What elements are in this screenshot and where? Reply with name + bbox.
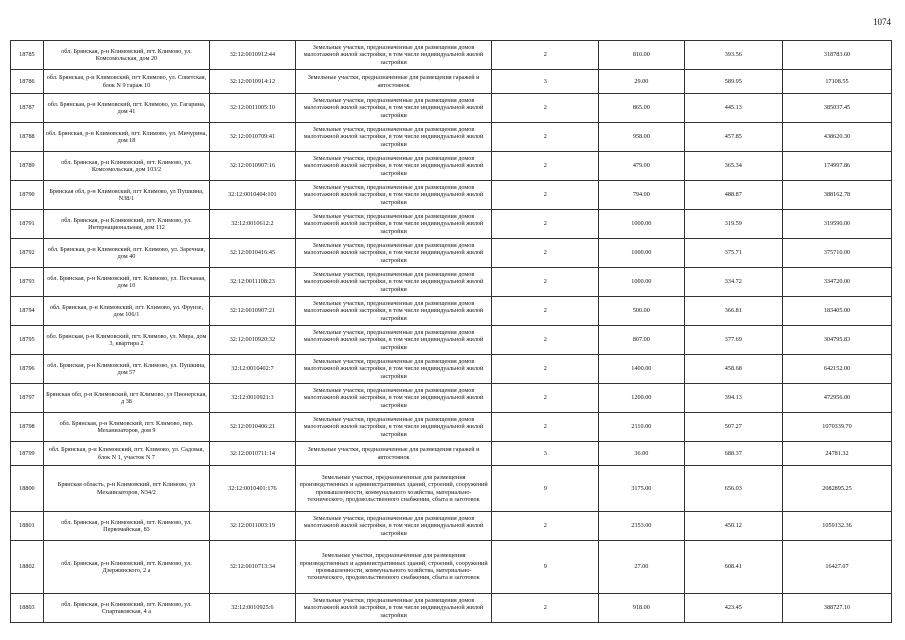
specific-value-cell: 450.12 bbox=[684, 512, 782, 541]
row-number: 18792 bbox=[11, 239, 44, 268]
address-cell: обл. Брянская, р-н Климовский, пгт Климово, ул. Советская, блок N 9 гараж 10 bbox=[43, 70, 209, 94]
specific-value-cell: 589.95 bbox=[684, 70, 782, 94]
cadastral-number-cell: 32:12:0010709:41 bbox=[210, 123, 296, 152]
group-cell: 2 bbox=[492, 413, 599, 442]
address-cell: обл. Брянская, р-н Климовский, пгт. Климово, ул. Садовая, блок N 1, участок N 7 bbox=[43, 442, 209, 466]
land-use-cell: Земельные участки, предназначенные для размещения домов малоэтажной жилой застройки, в том числе индивидуальной жилой застройки bbox=[295, 239, 492, 268]
cadastral-number-cell: 32:12:0010925:6 bbox=[210, 594, 296, 623]
area-cell: 810.00 bbox=[599, 41, 685, 70]
land-use-cell: Земельные участки, предназначенные для размещения домов малоэтажной жилой застройки, в том числе индивидуальной жилой застройки bbox=[295, 41, 492, 70]
row-number: 18802 bbox=[11, 541, 44, 594]
area-cell: 2353.00 bbox=[599, 512, 685, 541]
address-cell: обл. Брянская, р-н Климовский, пгт. Климово, пер. Механизаторов, дом 9 bbox=[43, 413, 209, 442]
group-cell: 9 bbox=[492, 466, 599, 512]
table-row bbox=[11, 512, 892, 541]
row-number: 18790 bbox=[11, 181, 44, 210]
table-row bbox=[11, 268, 892, 297]
area-cell: 479.00 bbox=[599, 152, 685, 181]
group-cell: 2 bbox=[492, 512, 599, 541]
cadastral-number-cell: 32:12:0010912:44 bbox=[210, 41, 296, 70]
row-number: 18797 bbox=[11, 384, 44, 413]
cadastral-value-cell: 1070339.70 bbox=[783, 413, 892, 442]
group-cell: 2 bbox=[492, 268, 599, 297]
group-cell: 2 bbox=[492, 210, 599, 239]
table-row bbox=[11, 181, 892, 210]
land-use-cell: Земельные участки, предназначенные для размещения домов малоэтажной жилой застройки, в том числе индивидуальной жилой застройки bbox=[295, 210, 492, 239]
land-use-cell: Земельные участки, предназначенные для размещения гаражей и автостоянок bbox=[295, 70, 492, 94]
land-use-cell: Земельные участки, предназначенные для размещения домов малоэтажной жилой застройки, в том числе индивидуальной жилой застройки bbox=[295, 123, 492, 152]
row-number: 18803 bbox=[11, 594, 44, 623]
address-cell: обл. Брянская, р-н Климовский, пгт. Климово, ул. Фрунзе, дом 106/1 bbox=[43, 297, 209, 326]
land-use-cell: Земельные участки, предназначенные для размещения домов малоэтажной жилой застройки, в том числе индивидуальной жилой застройки bbox=[295, 152, 492, 181]
table-row bbox=[11, 152, 892, 181]
land-use-cell: Земельные участки, предназначенные для размещения домов малоэтажной жилой застройки, в том числе индивидуальной жилой застройки bbox=[295, 326, 492, 355]
address-cell: обл. Брянская, р-н Климовский, пгт. Климово, ул. Мичурина, дом 18 bbox=[43, 123, 209, 152]
address-cell: обл. Брянская, р-н Климовский, пгт. Климово, ул. Дзержинского, 2 а bbox=[43, 541, 209, 594]
table-row bbox=[11, 355, 892, 384]
cadastral-number-cell: 32:12:0010711:14 bbox=[210, 442, 296, 466]
table-row bbox=[11, 541, 892, 594]
cadastral-number-cell: 32:12:0011005:10 bbox=[210, 94, 296, 123]
cadastral-number-cell: 32:12:0010914:12 bbox=[210, 70, 296, 94]
address-cell: обл. Брянская, р-н Климовский, пгт. Климово, ул. Первомайская, 83 bbox=[43, 512, 209, 541]
row-number: 18786 bbox=[11, 70, 44, 94]
row-number: 18794 bbox=[11, 297, 44, 326]
cadastral-value-cell: 388727.10 bbox=[783, 594, 892, 623]
specific-value-cell: 507.27 bbox=[684, 413, 782, 442]
cadastral-value-cell: 319590.00 bbox=[783, 210, 892, 239]
land-use-cell: Земельные участки, предназначенные для размещения домов малоэтажной жилой застройки, в том числе индивидуальной жилой застройки bbox=[295, 384, 492, 413]
cadastral-value-cell: 388162.78 bbox=[783, 181, 892, 210]
area-cell: 794.00 bbox=[599, 181, 685, 210]
cadastral-value-cell: 375710.00 bbox=[783, 239, 892, 268]
area-cell: 3175.00 bbox=[599, 466, 685, 512]
group-cell: 3 bbox=[492, 442, 599, 466]
specific-value-cell: 445.13 bbox=[684, 94, 782, 123]
area-cell: 2110.00 bbox=[599, 413, 685, 442]
row-number: 18799 bbox=[11, 442, 44, 466]
specific-value-cell: 656.03 bbox=[684, 466, 782, 512]
row-number: 18801 bbox=[11, 512, 44, 541]
specific-value-cell: 319.59 bbox=[684, 210, 782, 239]
table-row bbox=[11, 594, 892, 623]
specific-value-cell: 366.81 bbox=[684, 297, 782, 326]
table-row bbox=[11, 466, 892, 512]
land-use-cell: Земельные участки, предназначенные для размещения производственных и административных зданий, строений, сооружений промышленности, коммунального хозяйства, материально-технического, продовольственного снабжения, сбыта и заготовок bbox=[295, 466, 492, 512]
table-row bbox=[11, 70, 892, 94]
cadastral-number-cell: 32:12:0011003:19 bbox=[210, 512, 296, 541]
row-number: 18793 bbox=[11, 268, 44, 297]
specific-value-cell: 334.72 bbox=[684, 268, 782, 297]
area-cell: 1000.00 bbox=[599, 239, 685, 268]
cadastral-value-cell: 17108.55 bbox=[783, 70, 892, 94]
table-row bbox=[11, 326, 892, 355]
cadastral-number-cell: 32:12:0010404:101 bbox=[210, 181, 296, 210]
address-cell: обл. Брянская, р-н Климовский, пгт. Климово, ул. Интернациональная, дом 112 bbox=[43, 210, 209, 239]
area-cell: 865.00 bbox=[599, 94, 685, 123]
group-cell: 2 bbox=[492, 123, 599, 152]
group-cell: 2 bbox=[492, 152, 599, 181]
land-registry-table bbox=[10, 40, 892, 623]
cadastral-number-cell: 32:12:0010907:21 bbox=[210, 297, 296, 326]
row-number: 18800 bbox=[11, 466, 44, 512]
table-row bbox=[11, 413, 892, 442]
land-use-cell: Земельные участки, предназначенные для размещения домов малоэтажной жилой застройки, в том числе индивидуальной жилой застройки bbox=[295, 355, 492, 384]
land-use-cell: Земельные участки, предназначенные для размещения домов малоэтажной жилой застройки, в том числе индивидуальной жилой застройки bbox=[295, 181, 492, 210]
row-number: 18795 bbox=[11, 326, 44, 355]
row-number: 18787 bbox=[11, 94, 44, 123]
specific-value-cell: 458.68 bbox=[684, 355, 782, 384]
table-row bbox=[11, 297, 892, 326]
row-number: 18788 bbox=[11, 123, 44, 152]
address-cell: обл. Брянская, р-н Климовский, пгт. Климово, ул. Комсомольская, дом 20 bbox=[43, 41, 209, 70]
cadastral-number-cell: 32:12:0010921:3 bbox=[210, 384, 296, 413]
area-cell: 36.00 bbox=[599, 442, 685, 466]
land-use-cell: Земельные участки, предназначенные для размещения домов малоэтажной жилой застройки, в том числе индивидуальной жилой застройки bbox=[295, 94, 492, 123]
cadastral-value-cell: 472956.00 bbox=[783, 384, 892, 413]
row-number: 18791 bbox=[11, 210, 44, 239]
cadastral-number-cell: 32:12:0010402:7 bbox=[210, 355, 296, 384]
cadastral-number-cell: 32:12:0010920:32 bbox=[210, 326, 296, 355]
table-row bbox=[11, 94, 892, 123]
area-cell: 1000.00 bbox=[599, 210, 685, 239]
group-cell: 2 bbox=[492, 297, 599, 326]
table-row bbox=[11, 123, 892, 152]
cadastral-value-cell: 438620.30 bbox=[783, 123, 892, 152]
land-use-cell: Земельные участки, предназначенные для размещения домов малоэтажной жилой застройки, в том числе индивидуальной жилой застройки bbox=[295, 268, 492, 297]
group-cell: 2 bbox=[492, 355, 599, 384]
specific-value-cell: 377.69 bbox=[684, 326, 782, 355]
address-cell: обл. Брянская, р-н Климовский, пгт. Климово, ул. Гагарина, дом 41 bbox=[43, 94, 209, 123]
cadastral-value-cell: 1059132.36 bbox=[783, 512, 892, 541]
group-cell: 2 bbox=[492, 239, 599, 268]
area-cell: 27.00 bbox=[599, 541, 685, 594]
registry-body bbox=[11, 41, 892, 623]
row-number: 18785 bbox=[11, 41, 44, 70]
area-cell: 918.00 bbox=[599, 594, 685, 623]
address-cell: Брянская обл, р-н Климовский, пгт Климово, ул Пушкина, N38/1 bbox=[43, 181, 209, 210]
cadastral-value-cell: 318783.60 bbox=[783, 41, 892, 70]
address-cell: обл. Брянская, р-н Климовский, пгт. Климово, ул. Заречная, дом 40 bbox=[43, 239, 209, 268]
cadastral-value-cell: 2082895.25 bbox=[783, 466, 892, 512]
area-cell: 1200.00 bbox=[599, 384, 685, 413]
specific-value-cell: 457.85 bbox=[684, 123, 782, 152]
table-row bbox=[11, 384, 892, 413]
area-cell: 807.00 bbox=[599, 326, 685, 355]
group-cell: 9 bbox=[492, 541, 599, 594]
address-cell: Брянская обл, р-н Климовский, пгт Климово, ул Пионерская, д 38 bbox=[43, 384, 209, 413]
table-row bbox=[11, 442, 892, 466]
group-cell: 2 bbox=[492, 94, 599, 123]
land-use-cell: Земельные участки, предназначенные для размещения домов малоэтажной жилой застройки, в том числе индивидуальной жилой застройки bbox=[295, 297, 492, 326]
cadastral-value-cell: 183405.00 bbox=[783, 297, 892, 326]
area-cell: 29.00 bbox=[599, 70, 685, 94]
cadastral-value-cell: 24781.32 bbox=[783, 442, 892, 466]
table-row bbox=[11, 210, 892, 239]
specific-value-cell: 394.13 bbox=[684, 384, 782, 413]
cadastral-value-cell: 304795.83 bbox=[783, 326, 892, 355]
area-cell: 958.00 bbox=[599, 123, 685, 152]
specific-value-cell: 393.56 bbox=[684, 41, 782, 70]
cadastral-value-cell: 385037.45 bbox=[783, 94, 892, 123]
group-cell: 2 bbox=[492, 384, 599, 413]
address-cell: обл. Брянская, р-н Климовский, пгт. Климово, ул. Мира, дом 3, квартира 2 bbox=[43, 326, 209, 355]
address-cell: обл. Брянская, р-н Климовский, пгт. Климово, ул. Спартаковская, 4 а bbox=[43, 594, 209, 623]
group-cell: 2 bbox=[492, 41, 599, 70]
address-cell: обл. Брянская, р-н Климовский, пгт. Климово, ул. Комсомольская, дом 103/2 bbox=[43, 152, 209, 181]
specific-value-cell: 365.34 bbox=[684, 152, 782, 181]
cadastral-number-cell: 32:12:0010406:21 bbox=[210, 413, 296, 442]
cadastral-value-cell: 174997.86 bbox=[783, 152, 892, 181]
address-cell: обл. Брянская, р-н Климовский, пгт. Климово, ул. Песчаная, дом 10 bbox=[43, 268, 209, 297]
row-number: 18789 bbox=[11, 152, 44, 181]
area-cell: 500.00 bbox=[599, 297, 685, 326]
row-number: 18796 bbox=[11, 355, 44, 384]
land-use-cell: Земельные участки, предназначенные для размещения домов малоэтажной жилой застройки, в том числе индивидуальной жилой застройки bbox=[295, 594, 492, 623]
specific-value-cell: 375.71 bbox=[684, 239, 782, 268]
specific-value-cell: 488.87 bbox=[684, 181, 782, 210]
cadastral-number-cell: 32:12:0010907:16 bbox=[210, 152, 296, 181]
land-use-cell: Земельные участки, предназначенные для размещения домов малоэтажной жилой застройки, в том числе индивидуальной жилой застройки bbox=[295, 512, 492, 541]
cadastral-number-cell: 32:12:0010416:45 bbox=[210, 239, 296, 268]
group-cell: 3 bbox=[492, 70, 599, 94]
address-cell: Брянская область, р-н Климовский, пгт Климово, ул Механизаторов, N34/2 bbox=[43, 466, 209, 512]
cadastral-number-cell: 32:12:0010612:2 bbox=[210, 210, 296, 239]
land-use-cell: Земельные участки, предназначенные для размещения домов малоэтажной жилой застройки, в том числе индивидуальной жилой застройки bbox=[295, 413, 492, 442]
cadastral-value-cell: 334720.00 bbox=[783, 268, 892, 297]
cadastral-value-cell: 642152.00 bbox=[783, 355, 892, 384]
cadastral-number-cell: 32:12:0011108:23 bbox=[210, 268, 296, 297]
group-cell: 2 bbox=[492, 181, 599, 210]
page-number: 1074 bbox=[873, 17, 891, 27]
table-row bbox=[11, 239, 892, 268]
specific-value-cell: 608.41 bbox=[684, 541, 782, 594]
area-cell: 1400.00 bbox=[599, 355, 685, 384]
address-cell: обл. Брянская, р-н Климовский, пгт. Климово, ул. Пушкина, дом 57 bbox=[43, 355, 209, 384]
area-cell: 1000.00 bbox=[599, 268, 685, 297]
land-use-cell: Земельные участки, предназначенные для размещения гаражей и автостоянок bbox=[295, 442, 492, 466]
specific-value-cell: 688.37 bbox=[684, 442, 782, 466]
cadastral-number-cell: 32:12:0010713:34 bbox=[210, 541, 296, 594]
specific-value-cell: 423.45 bbox=[684, 594, 782, 623]
row-number: 18798 bbox=[11, 413, 44, 442]
cadastral-value-cell: 16427.07 bbox=[783, 541, 892, 594]
group-cell: 2 bbox=[492, 326, 599, 355]
group-cell: 2 bbox=[492, 594, 599, 623]
cadastral-number-cell: 32:12:0010401:176 bbox=[210, 466, 296, 512]
land-use-cell: Земельные участки, предназначенные для размещения производственных и административных зданий, строений, сооружений промышленности, коммунального хозяйства, материально-технического, продовольственного снабжения, сбыта и заготовок bbox=[295, 541, 492, 594]
table-row bbox=[11, 41, 892, 70]
